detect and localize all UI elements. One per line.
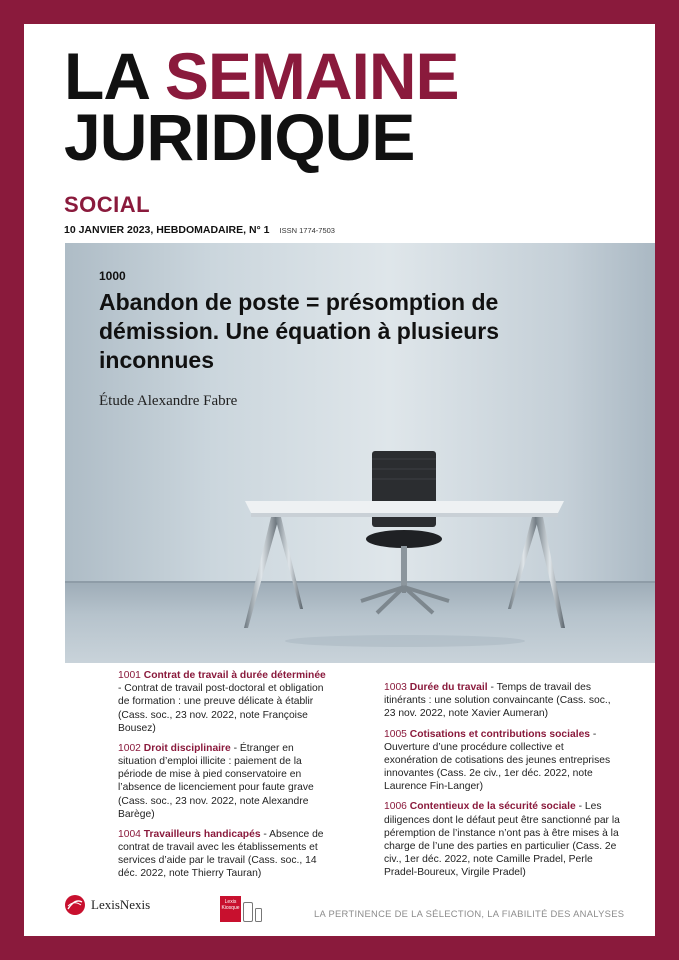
- desk-leg: [535, 517, 565, 628]
- masthead: [64, 39, 459, 174]
- entry-number: 1002: [118, 742, 141, 754]
- entry-number: 1006: [384, 801, 407, 813]
- desk-leg: [508, 517, 539, 609]
- phone-icon: [255, 908, 262, 922]
- entry-text: - Les diligences dont le défaut peut être sanctionné par la péremption de l’instance n’ont pas à être mises à la charge de l’une des parties en particulier (Cass. 2e civ., 1er déc. 2022, note Camille Pradel, Perle Pradel-Boureux, Virgile Pradel): [384, 801, 620, 879]
- lead-article-author: Étude Alexandre Fabre: [99, 393, 238, 409]
- summary-entry[interactable]: [384, 681, 620, 721]
- dateline: [64, 224, 335, 236]
- summary-entry[interactable]: [118, 742, 330, 821]
- masthead-line-1: [64, 39, 459, 113]
- entry-text: - Ouverture d’une procédure collective et exonération de cotisations des jeunes entreprises innovantes (Cass. 2e civ., 1er déc. 2022, note Laurence Fin-Langer): [384, 728, 611, 793]
- summary-entry[interactable]: [384, 728, 620, 794]
- summary-entry[interactable]: [118, 828, 330, 881]
- entry-number: 1004: [118, 828, 141, 840]
- summary-column-right: [384, 681, 620, 886]
- desk-top: [245, 501, 564, 513]
- section-title: SOCIAL: [64, 192, 151, 217]
- lead-article-number: 1000: [99, 269, 126, 283]
- entry-text: - Contrat de travail post-doctoral et obligation de formation : une preuve délicate à établir (Cass. soc., 23 nov. 2022, note Françoise Bousez): [118, 683, 324, 734]
- tagline: LA PERTINENCE DE LA SÉLECTION, LA FIABILITÉ DES ANALYSES: [314, 908, 625, 919]
- entry-heading: Durée du travail: [409, 682, 488, 693]
- summary-entry[interactable]: [384, 800, 620, 879]
- lexis-kiosque-badge[interactable]: [220, 896, 262, 922]
- desk-leg: [275, 517, 303, 609]
- entry-text: - Absence de contrat de travail avec les établissements et services d’aide par le travail (Cass. soc., 14 déc. 2022, note Thierry Tauran): [118, 828, 324, 880]
- lexisnexis-logo[interactable]: [64, 894, 150, 916]
- entry-number: 1005: [384, 728, 407, 740]
- tablet-icon: [243, 902, 253, 922]
- issn: ISSN 1774-7503: [279, 226, 335, 235]
- masthead-la: LA: [64, 39, 165, 113]
- masthead-juridique: JURIDIQUE: [64, 99, 415, 174]
- entry-heading: Contrat de travail à durée déterminée: [143, 670, 326, 681]
- kiosque-book-icon: Lexis Kiosque: [220, 896, 241, 922]
- chair-seat: [366, 530, 442, 548]
- entry-heading: Travailleurs handicapés: [143, 828, 261, 840]
- entry-heading: Cotisations et contributions sociales: [409, 728, 591, 740]
- summary-entry[interactable]: [118, 669, 330, 735]
- lexisnexis-emblem-icon: [64, 894, 86, 916]
- hero-image: [65, 243, 655, 663]
- entry-text: - Étranger en situation d’emploi illicite : paiement de la période de mise à pied conservatoire en l’absence de licenciement pour faute grave (Cass. soc., 23 nov. 2022, note Alexandre Barège): [118, 742, 314, 820]
- lexisnexis-logo-text: LexisNexis: [91, 897, 151, 912]
- cover-page: [24, 24, 655, 936]
- masthead-semaine: SEMAINE: [164, 39, 459, 113]
- lead-article-title[interactable]: Abandon de poste = présomption de démission. Une équation à plusieurs inconnues: [99, 289, 500, 374]
- entry-number: 1001: [118, 670, 141, 681]
- issue-date: 10 JANVIER 2023, HEBDOMADAIRE, N° 1: [64, 224, 270, 236]
- desk-leg: [244, 517, 279, 628]
- entry-text: - Temps de travail des itinérants : une solution convaincante (Cass. soc., 23 nov. 2022, note Xavier Aumeran): [384, 682, 611, 720]
- summary-column-left: [118, 669, 330, 888]
- entry-heading: Droit disciplinaire: [143, 742, 231, 754]
- entry-heading: Contentieux de la sécurité sociale: [409, 801, 576, 813]
- entry-number: 1003: [384, 682, 407, 693]
